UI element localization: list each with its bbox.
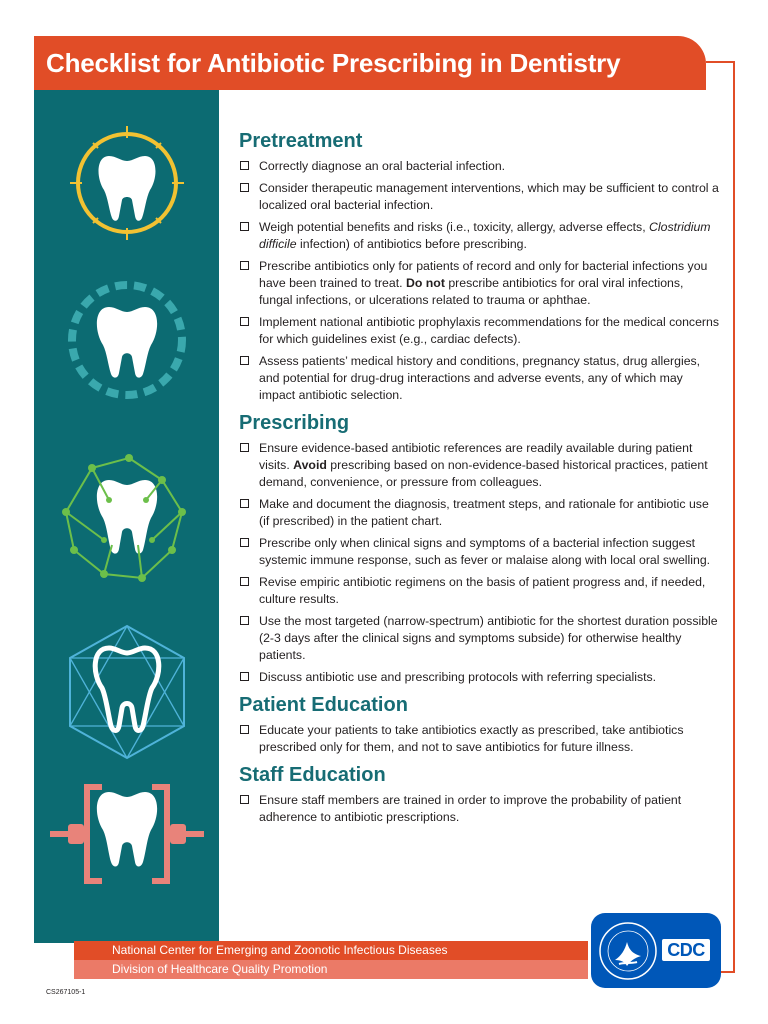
document-id: CS267105-1 [46, 989, 86, 996]
checklist-item [239, 219, 719, 253]
item-text: Revise empiric antibiotic regimens on the basis of patient progress and, if needed, culture results. [259, 575, 706, 606]
bracket-line-right [733, 61, 735, 973]
item-text: prescribing based on non-evidence-based historical practices, patient demand, convenience, or pressure from colleagues. [259, 458, 708, 489]
checkbox-icon[interactable] [240, 161, 249, 170]
checklist-item [239, 669, 719, 686]
item-text: Implement national antibiotic prophylaxis recommendations for the medical concerns for which guidelines exist (e.g., cardiac defects). [259, 315, 719, 346]
checkbox-icon[interactable] [240, 616, 249, 625]
item-text: Avoid [293, 458, 327, 472]
checkbox-icon[interactable] [240, 577, 249, 586]
item-text: Weigh potential benefits and risks (i.e., toxicity, allergy, adverse effects, [259, 220, 650, 234]
tooth-outline-hexagon-icon [34, 622, 219, 762]
section-heading: Patient Education [239, 694, 408, 716]
item-text: Correctly diagnose an oral bacterial infection. [259, 159, 506, 173]
checklist-item [239, 496, 719, 530]
checkbox-icon[interactable] [240, 261, 249, 270]
title-banner [34, 36, 706, 90]
checklist-item [239, 180, 719, 214]
bracket-line-bottom [720, 971, 735, 973]
checklist-item [239, 353, 719, 404]
checkbox-icon[interactable] [240, 538, 249, 547]
checklist-item [239, 722, 719, 756]
checkbox-icon[interactable] [240, 183, 249, 192]
cdc-logo [591, 913, 721, 988]
cdc-wordmark: CDC [662, 939, 710, 961]
section-patient-education [239, 692, 719, 756]
item-text: Make and document the diagnosis, treatment steps, and rationale for antibiotic use (if prescribed) in the patient chart. [259, 497, 709, 528]
item-text: Ensure staff members are trained in order to improve the probability of patient adherence to antibiotic prescriptions. [259, 793, 682, 824]
item-text: Clostridium difficile [259, 220, 711, 251]
footer-center-name: National Center for Emerging and Zoonotic Infectious Diseases [74, 941, 588, 960]
checklist [239, 158, 719, 404]
hhs-eagle-icon [597, 920, 659, 982]
item-text: Prescribe only when clinical signs and symptoms of a bacterial infection suggest systemic immune response, such as fever or malaise along with local oral swelling. [259, 536, 711, 567]
item-text: Prescribe antibiotics only for patients of record and only for bacterial infections you have been trained to treat. [259, 259, 708, 290]
checklist-item [239, 574, 719, 608]
checkbox-icon[interactable] [240, 499, 249, 508]
checklist-item [239, 258, 719, 309]
section-prescribing [239, 410, 719, 686]
checklist-item [239, 613, 719, 664]
section-heading: Prescribing [239, 412, 350, 434]
item-text: Discuss antibiotic use and prescribing protocols with referring specialists. [259, 670, 657, 684]
tooth-bracket-icon [34, 778, 219, 918]
checkbox-icon[interactable] [240, 222, 249, 231]
section-heading: Pretreatment [239, 130, 363, 152]
sidebar-illustrations [34, 90, 219, 943]
section-staff-education [239, 762, 719, 826]
checkbox-icon[interactable] [240, 317, 249, 326]
item-text: Do not [405, 276, 445, 290]
checkbox-icon[interactable] [240, 795, 249, 804]
checklist [239, 440, 719, 686]
tooth-dashed-ring-icon [34, 275, 219, 405]
item-text: Assess patients’ medical history and conditions, pregnancy status, drug allergies, and potential for drug-drug interactions and adverse events, any of which may impact antibiotic selection. [259, 354, 701, 402]
checklist-item [239, 440, 719, 491]
tooth-target-icon [34, 118, 219, 248]
checkbox-icon[interactable] [240, 672, 249, 681]
checklist [239, 722, 719, 756]
item-text: Ensure evidence-based antibiotic references are readily available during patient visits. [259, 441, 693, 472]
section-heading: Staff Education [239, 764, 386, 786]
item-text: infection) of antibiotics before prescribing. [296, 237, 527, 251]
checkbox-icon[interactable] [240, 725, 249, 734]
item-text: Use the most targeted (narrow-spectrum) antibiotic for the shortest duration possible (2-3 days after the clinical signs and symptoms subside) for otherwise healthy patients. [259, 614, 718, 662]
checklist-item [239, 535, 719, 569]
checkbox-icon[interactable] [240, 443, 249, 452]
checklist [239, 792, 719, 826]
bracket-line-top [706, 61, 735, 63]
checklist-item [239, 158, 719, 175]
page-title: Checklist for Antibiotic Prescribing in Dentistry [46, 47, 621, 78]
checklist-item [239, 314, 719, 348]
footer-division-name: Division of Healthcare Quality Promotion [74, 960, 588, 979]
item-text: Consider therapeutic management interventions, which may be sufficient to control a localized oral bacterial infection. [259, 181, 719, 212]
checklist-content [239, 128, 719, 831]
checklist-item [239, 792, 719, 826]
checkbox-icon[interactable] [240, 356, 249, 365]
item-text: prescribe antibiotics for oral viral infections, fungal infections, or ulcerations related to trauma or aphthae. [259, 276, 684, 307]
tooth-molecule-icon [34, 450, 219, 590]
item-text: Educate your patients to take antibiotics exactly as prescribed, take antibiotics prescribed only for them, and not to save antibiotics for future illness. [259, 723, 684, 754]
section-pretreatment [239, 128, 719, 404]
